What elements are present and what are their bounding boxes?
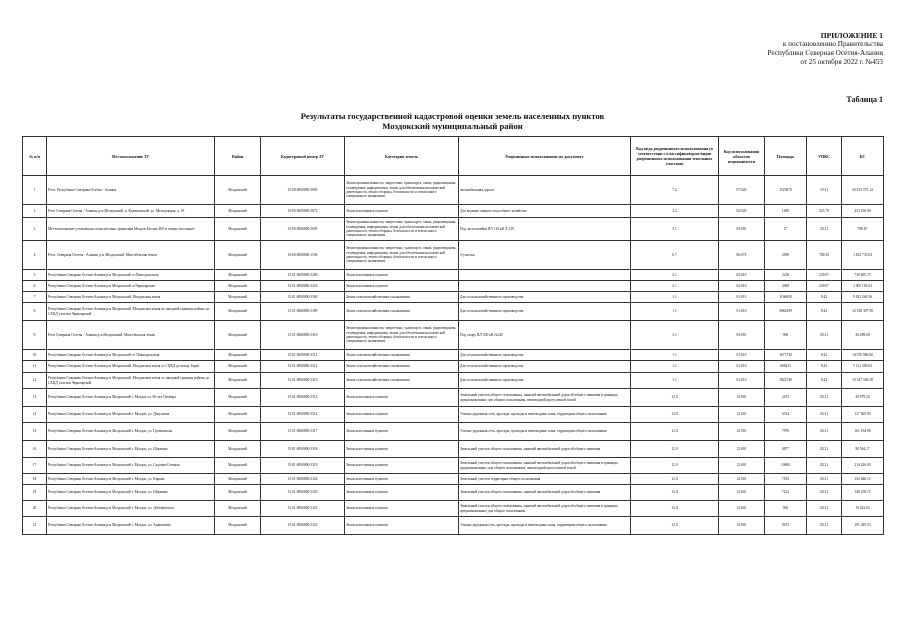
use-code-cell: 3.1 (631, 321, 719, 350)
ks-cell: 32 538 397.58 (842, 303, 884, 321)
permitted-use-cell: Для сельскохозяйственного производства (459, 361, 631, 373)
district-cell: Моздокский (215, 423, 261, 441)
col-header-upks: УПКС (807, 137, 842, 176)
use-code-cell: 12.0 (631, 458, 719, 474)
ks-cell: 14 076 966.60 (842, 350, 884, 361)
upks-cell: 8.42 (807, 303, 842, 321)
cadastral-number-cell: 15:01:0000000:3314 (261, 407, 345, 423)
object-code-cell: 03:091 (719, 218, 765, 241)
object-code-cell: 01:010 (719, 361, 765, 373)
district-cell: Моздокский (215, 458, 261, 474)
location-cell: Республика Северная Осетия-Алания р-н Моздокский г. Моздок, ул. Садовая-Степная (47, 458, 215, 474)
table-row (23, 389, 884, 407)
ks-cell: 15 347 546.58 (842, 373, 884, 389)
use-code-cell: 12.0 (631, 441, 719, 458)
location-cell: Республика Северная Осетия-Алания р-н Моздокский г. Моздок, ул. Анисимова (47, 517, 215, 535)
permitted-use-cell (459, 270, 631, 281)
area-cell: 1523876 (765, 176, 807, 205)
permitted-use-cell: Земельный участок территории общего пользования (459, 474, 631, 485)
land-category-cell: Земли сельскохозяйственного назначения (345, 373, 459, 389)
land-category-cell: Земли сельскохозяйственного назначения (345, 292, 459, 303)
upks-cell: 29.21 (807, 321, 842, 350)
area-cell: 6314 (765, 407, 807, 423)
location-cell: Респ Северная Осетия - Алания, р-н Моздокский, п. Калиновский, ул. Молодежная, д. 18 (47, 205, 215, 218)
location-cell: Республика Северная Осетия-Алания р-н Моздокский, Моздокская земля (47, 292, 215, 303)
district-cell: Моздокский (215, 350, 261, 361)
land-category-cell: Земли промышленности, энергетики, транспорта, связи, радиовещания, телевидения, информатики, земли для обеспечения космической деятельности, земли обороны, безопасности и земли иного специального назначения (345, 321, 459, 350)
land-category-cell: Земли населенных пунктов (345, 441, 459, 458)
cadastral-number-cell: 15:01:0000000:3320 (261, 485, 345, 501)
upks-cell: 8.42 (807, 350, 842, 361)
row-number: 5 (23, 270, 47, 281)
location-cell: Республика Северная Осетия-Алания р-н Моздокский, Моздокская земля от СХКД до конца Терек (47, 361, 215, 373)
row-number: 18 (23, 474, 47, 485)
cadastral-number-cell: 15:01:0000000:3309 (261, 303, 345, 321)
table-row (23, 407, 884, 423)
table-row (23, 350, 884, 361)
area-cell: 7553 (765, 474, 807, 485)
location-cell: Республика Северная Осетия-Алания р-н Моздокский г. Моздок, ул. Кирова (47, 474, 215, 485)
table-row (23, 485, 884, 501)
permitted-use-cell: Для сельскохозяйственного производства (459, 303, 631, 321)
table-row (23, 176, 884, 205)
district-cell: Моздокский (215, 485, 261, 501)
use-code-cell: 1.1 (631, 303, 719, 321)
land-category-cell: Земли населенных пунктов (345, 389, 459, 407)
row-number: 9 (23, 321, 47, 350)
col-header-permitted-use: Разрешенное использование по документу (459, 137, 631, 176)
object-code-cell: 12:001 (719, 501, 765, 517)
land-category-cell: Земли сельскохозяйственного назначения (345, 350, 459, 361)
table-row (23, 321, 884, 350)
use-code-cell: 12.0 (631, 423, 719, 441)
location-cell: Республика Северная Осетия-Алания р-н Моздокский, Моздокская земля из западной границы района до СХКД участки Черноярской (47, 303, 215, 321)
land-category-cell: Земли населенных пунктов (345, 270, 459, 281)
object-code-cell: 12:001 (719, 423, 765, 441)
row-number: 7 (23, 292, 47, 303)
row-number: 8 (23, 303, 47, 321)
land-category-cell: Земли населенных пунктов (345, 407, 459, 423)
table-row (23, 292, 884, 303)
area-cell: 4369 (765, 281, 807, 292)
object-code-cell: 12:001 (719, 485, 765, 501)
col-header-area: Площадь (765, 137, 807, 176)
upks-cell: 20.21 (807, 517, 842, 535)
location-cell: Республика Северная Осетия-Алания р-н Моздокский ст.Павлодольская (47, 270, 215, 281)
col-header-cadastral: Кадастровый номер ЗУ (261, 137, 345, 176)
object-code-cell: 12:001 (719, 474, 765, 485)
area-cell: 900 (765, 321, 807, 350)
use-code-cell: 1.1 (631, 350, 719, 361)
area-cell: 1671730 (765, 350, 807, 361)
cadastral-number-cell: 15:01:0000000:3313 (261, 389, 345, 407)
object-code-cell: 12:001 (719, 458, 765, 474)
district-cell: Моздокский (215, 389, 261, 407)
use-code-cell: 1.1 (631, 373, 719, 389)
ks-cell: 788.67 (842, 218, 884, 241)
upks-cell: 8.42 (807, 361, 842, 373)
district-cell: Моздокский (215, 373, 261, 389)
district-cell: Моздокский (215, 303, 261, 321)
upks-cell: 19.21 (807, 176, 842, 205)
permitted-use-cell: Под опору ВЛ-330 кВ №320 (459, 321, 631, 350)
use-code-cell: 1.1 (631, 292, 719, 303)
upks-cell: 20.21 (807, 441, 842, 458)
row-number: 2 (23, 205, 47, 218)
area-cell: 2099 (765, 241, 807, 270)
cadastral-number-cell: 15:01:0000000:3216 (261, 281, 345, 292)
district-cell: Моздокский (215, 270, 261, 281)
table-number: Таблица 1 (846, 95, 883, 104)
ks-cell: 5 121 305.02 (842, 361, 884, 373)
cadastral-number-cell: 15:01:0000000:3311 (261, 350, 345, 361)
district-cell: Моздокский (215, 474, 261, 485)
permitted-use-cell: Земельный участок общего пользования, занятый автомобильной дорогой общего значения в границах, предназначенных для общего пользования, пешеходной прогулочной зоной (459, 458, 631, 474)
ks-cell: 152 646.13 (842, 474, 884, 485)
row-number: 13 (23, 389, 47, 407)
area-cell: 1400 (765, 205, 807, 218)
location-cell: Респ Северная Осетия - Алания р-н Моздокский, Малгобекская земля (47, 321, 215, 350)
title-line-2: Моздокский муниципальный район (382, 121, 523, 131)
location-cell: Респ. Республика Северная Осетия - Алания (47, 176, 215, 205)
row-number: 4 (23, 241, 47, 270)
use-code-cell: 6.7 (631, 241, 719, 270)
land-category-cell: Земли населенных пунктов (345, 485, 459, 501)
use-code-cell: 12.0 (631, 501, 719, 517)
col-header-use-code: Код вида разрешенного использования (в соответствии с классификатором видов разрешенного использования земельных участков) (631, 137, 719, 176)
permitted-use-cell (459, 281, 631, 292)
object-code-cell: 12:001 (719, 517, 765, 535)
col-header-district: Район (215, 137, 261, 176)
upks-cell: 20.21 (807, 423, 842, 441)
table-row (23, 281, 884, 292)
area-cell: 1822749 (765, 373, 807, 389)
table-header-row (23, 137, 884, 176)
ks-cell: 9 823 260.36 (842, 292, 884, 303)
use-code-cell: 2.1 (631, 270, 719, 281)
republic-line: Республики Северная Осетия-Алания (767, 49, 883, 57)
cadastral-number-cell: 15:00:0000000:1106 (261, 241, 345, 270)
area-cell: 10600 (765, 458, 807, 474)
table-row (23, 270, 884, 281)
cadastral-number-cell: 15:01:0000000:3318 (261, 441, 345, 458)
ks-cell: 453 196.00 (842, 205, 884, 218)
land-category-cell: Земли сельскохозяйственного назначения (345, 361, 459, 373)
permitted-use-cell: Под экспл.ячейки ВЛ 110 кВ Л-129 (459, 218, 631, 241)
col-header-ks: КС (842, 137, 884, 176)
ks-cell: 146 158.72 (842, 485, 884, 501)
row-number: 6 (23, 281, 47, 292)
ks-cell: 43 013 573.14 (842, 176, 884, 205)
object-code-cell: 02:010 (719, 281, 765, 292)
land-category-cell: Земли промышленности, энергетики, транспорта, связи, радиовещания, телевидения, информатики, земли для обеспечения космической деятельности, земли обороны, безопасности и земли иного специального назначения (345, 241, 459, 270)
row-number: 1 (23, 176, 47, 205)
area-cell: 3216 (765, 270, 807, 281)
district-cell: Моздокский (215, 292, 261, 303)
object-code-cell: 06:072 (719, 241, 765, 270)
row-number: 11 (23, 361, 47, 373)
object-code-cell: 01:010 (719, 292, 765, 303)
cadastral-number-cell: 15:01:0000000:3319 (261, 458, 345, 474)
table-row (23, 441, 884, 458)
use-code-cell: 2.1 (631, 281, 719, 292)
upks-cell: 8.42 (807, 373, 842, 389)
use-code-cell: 2.2 (631, 205, 719, 218)
upks-cell: 20.21 (807, 407, 842, 423)
cadastral-number-cell: 15:01:0000000:3310 (261, 321, 345, 350)
location-cell: Республика Северная Осетия-Алания р-н Моздокский г. Моздок, ул. Доберевского (47, 501, 215, 517)
table-row (23, 458, 884, 474)
district-cell: Моздокский (215, 407, 261, 423)
upks-cell: 20.21 (807, 389, 842, 407)
row-number: 3 (23, 218, 47, 241)
location-cell: Республика Северная Осетия-Алания р-н Моздокский г. Моздок, ул. Шаумяна (47, 485, 215, 501)
table-row (23, 241, 884, 270)
upks-cell: 20.21 (807, 485, 842, 501)
cadastral-number-cell: 15:00:0000000:3605 (261, 176, 345, 205)
district-cell: Моздокский (215, 321, 261, 350)
row-number: 14 (23, 407, 47, 423)
cadastral-number-cell: 15:01:0000000:3209 (261, 270, 345, 281)
area-cell: 962 (765, 501, 807, 517)
area-cell: 4877 (765, 441, 807, 458)
area-cell: 9473 (765, 517, 807, 535)
district-cell: Моздокский (215, 176, 261, 205)
district-cell: Моздокский (215, 361, 261, 373)
cadastral-number-cell: 15:01:0000000:3322 (261, 474, 345, 485)
upks-cell: 780.35 (807, 241, 842, 270)
area-cell: 608231 (765, 361, 807, 373)
use-code-cell: 12.0 (631, 485, 719, 501)
ks-cell: 161 194.96 (842, 423, 884, 441)
upks-cell: 230.07 (807, 281, 842, 292)
table-row (23, 205, 884, 218)
resolution-line: к постановлению Правительства (782, 40, 883, 48)
table-row (23, 303, 884, 321)
cadastral-number-cell: 15:01:0000000:3304 (261, 292, 345, 303)
upks-cell: 20.21 (807, 501, 842, 517)
land-category-cell: Земли промышленности, энергетики, транспорта, связи, радиовещания, телевидения, информатики, земли для обеспечения космической деятельности, земли обороны, безопасности и земли иного специального назначения (345, 218, 459, 241)
permitted-use-cell: Для сельскохозяйственного производства (459, 350, 631, 361)
district-cell: Моздокский (215, 441, 261, 458)
ks-cell: 214 226.00 (842, 458, 884, 474)
table-row (23, 474, 884, 485)
row-number: 19 (23, 485, 47, 501)
permitted-use-cell: Для сельскохозяйственного производства (459, 292, 631, 303)
ks-cell: 26 289.00 (842, 321, 884, 350)
area-cell: 3864299 (765, 303, 807, 321)
upks-cell: 323.79 (807, 205, 842, 218)
title-line-1: Результаты государственной кадастровой оценки земель населенных пунктов (300, 111, 605, 121)
upks-cell: 8.42 (807, 292, 842, 303)
land-category-cell: Земли сельскохозяйственного назначения (345, 303, 459, 321)
location-cell: Республика Северная Осетия-Алания р-н Моздокский г. Моздок, ул. Грозненская (47, 423, 215, 441)
col-header-number: № п/п (23, 137, 47, 176)
ks-cell: 739 665.75 (842, 270, 884, 281)
object-code-cell: 03:091 (719, 321, 765, 350)
ks-cell: 49 979.33 (842, 389, 884, 407)
cadastral-number-cell: 15:01:0000000:3313 (261, 373, 345, 389)
cadastral-number-cell: 15:01:0000000:3323 (261, 517, 345, 535)
permitted-use-cell: Улично-дорожная сеть, проезды, проходы и пешеходные зоны, территории общего пользования (459, 407, 631, 423)
use-code-cell: 12.0 (631, 389, 719, 407)
land-category-cell: Земли населенных пунктов (345, 205, 459, 218)
cadastral-number-cell: 15:01:0000000:3317 (261, 423, 345, 441)
permitted-use-cell: Улично-дорожная сеть, проезды, проходы и пешеходные зоны, территории общего пользования (459, 423, 631, 441)
object-code-cell: 02:010 (719, 270, 765, 281)
col-header-location: Местоположение ЗУ (47, 137, 215, 176)
land-category-cell: Земли населенных пунктов (345, 474, 459, 485)
object-code-cell: 12:001 (719, 441, 765, 458)
row-number: 15 (23, 423, 47, 441)
land-category-cell: Земли населенных пунктов (345, 517, 459, 535)
appendix-label: ПРИЛОЖЕНИЕ 1 (820, 31, 883, 40)
document-title (0, 111, 905, 131)
table-row (23, 501, 884, 517)
land-category-cell: Земли населенных пунктов (345, 281, 459, 292)
district-cell: Моздокский (215, 241, 261, 270)
permitted-use-cell: Земельный участок общего пользования, занятый автомобильной дорогой общего значения (459, 441, 631, 458)
date-line: от 25 октября 2022 г. №453 (800, 58, 883, 66)
district-cell: Моздокский (215, 218, 261, 241)
location-cell: Республика Северная Осетия-Алания р-н Моздокский г. Моздок ул. 50-лет Октября (47, 389, 215, 407)
ks-cell: 127 605.94 (842, 407, 884, 423)
permitted-use-cell: Земельный участок общего пользования, занятый автомобильной дорогой общего значения (459, 485, 631, 501)
use-code-cell: 12.0 (631, 407, 719, 423)
use-code-cell: 7.2 (631, 176, 719, 205)
row-number: 21 (23, 517, 47, 535)
ks-cell: 1 005 162.63 (842, 281, 884, 292)
district-cell: Моздокский (215, 501, 261, 517)
cadastral-number-cell: 15:00:0000000:3695 (261, 218, 345, 241)
land-category-cell: Земли населенных пунктов (345, 423, 459, 441)
location-cell: Республика Северная Осетия-Алания р-н Моздокский г. Моздок, ул. Докучаева (47, 407, 215, 423)
ks-cell: 191 449.33 (842, 517, 884, 535)
use-code-cell: 12.0 (631, 474, 719, 485)
ks-cell: 98 564.17 (842, 441, 884, 458)
object-code-cell: 12:001 (719, 407, 765, 423)
object-code-cell: 12:001 (719, 389, 765, 407)
permitted-use-cell: Земельный участок общего пользования, занятый автомобильной дорогой общего значения в границах, предназначенных для общего пользования (459, 501, 631, 517)
permitted-use-cell: автомобильная дорога (459, 176, 631, 205)
upks-cell: 230.07 (807, 270, 842, 281)
permitted-use-cell: Земельный участок общего пользования, занятый автомобильной дорогой общего значения в границах, предназначенных для общего пользования, пешеходной прогулочной зоной (459, 389, 631, 407)
permitted-use-cell: 3-участка (459, 241, 631, 270)
location-cell: Респ. Северная Осетия - Алания, р-н Моздокский, Малгобекская земля (47, 241, 215, 270)
appendix-header (767, 31, 883, 67)
upks-cell: 20.21 (807, 474, 842, 485)
ks-cell: 1 632 733.04 (842, 241, 884, 270)
object-code-cell: 07:020 (719, 176, 765, 205)
table-body (23, 176, 884, 535)
area-cell: 7232 (765, 485, 807, 501)
land-category-cell: Земли промышленности, энергетики, транспорта, связи, радиовещания, телевидения, информатики, земли для обеспечения космической деятельности, земли обороны, безопасности и земли иного специального назначения (345, 176, 459, 205)
ks-cell: 19 442.02 (842, 501, 884, 517)
table-row (23, 373, 884, 389)
object-code-cell: 02:020 (719, 205, 765, 218)
row-number: 12 (23, 373, 47, 389)
cadastral-number-cell: 15:00:0000000:3672 (261, 205, 345, 218)
upks-cell: 29.21 (807, 218, 842, 241)
cadastral-number-cell: 15:01:0000000:3321 (261, 501, 345, 517)
col-header-object-code: Код использования объектов недвижимости (719, 137, 765, 176)
table-row (23, 423, 884, 441)
location-cell: Республика Северная Осетия-Алания р-н Моздокский ст. Павлодольская (47, 350, 215, 361)
land-category-cell: Земли населенных пунктов (345, 501, 459, 517)
permitted-use-cell: Улично-дорожная сеть, проезды, проходы и пешеходные зоны, территории общего пользования (459, 517, 631, 535)
area-cell: 1166658 (765, 292, 807, 303)
row-number: 17 (23, 458, 47, 474)
row-number: 10 (23, 350, 47, 361)
area-cell: 2473 (765, 389, 807, 407)
location-cell: Республика Северная Осетия-Алания р-н Моздокский ст.Черноярская (47, 281, 215, 292)
col-header-category: Категория земель (345, 137, 459, 176)
use-code-cell: 12.0 (631, 517, 719, 535)
permitted-use-cell: Для ведения личного подсобного хозяйства (459, 205, 631, 218)
district-cell: Моздокский (215, 517, 261, 535)
object-code-cell: 01:010 (719, 303, 765, 321)
location-cell: Республика Северная Осетия-Алания р-н Моздокский г. Моздок, ул. Шаумяна (47, 441, 215, 458)
area-cell: 7976 (765, 423, 807, 441)
table-row (23, 517, 884, 535)
object-code-cell: 01:010 (719, 373, 765, 389)
cadastral-number-cell: 15:01:0000000:3312 (261, 361, 345, 373)
object-code-cell: 01:010 (719, 350, 765, 361)
row-number: 20 (23, 501, 47, 517)
use-code-cell: 1.1 (631, 361, 719, 373)
permitted-use-cell: Для сельскохозяйственного производства (459, 373, 631, 389)
district-cell: Моздокский (215, 281, 261, 292)
district-cell: Моздокский (215, 205, 261, 218)
use-code-cell: 3.1 (631, 218, 719, 241)
area-cell: 27 (765, 218, 807, 241)
table-row (23, 361, 884, 373)
results-table (22, 136, 884, 535)
upks-cell: 20.21 (807, 458, 842, 474)
location-cell: Местоположение установлено относительно ориентира Моздок-Беслан 400 м северо-восточнее (47, 218, 215, 241)
row-number: 16 (23, 441, 47, 458)
land-category-cell: Земли населенных пунктов (345, 458, 459, 474)
table-row (23, 218, 884, 241)
location-cell: Республика Северная Осетия-Алания р-н Моздокский, Моздокская земля от западной границы района до СХКД участки Черноярской (47, 373, 215, 389)
